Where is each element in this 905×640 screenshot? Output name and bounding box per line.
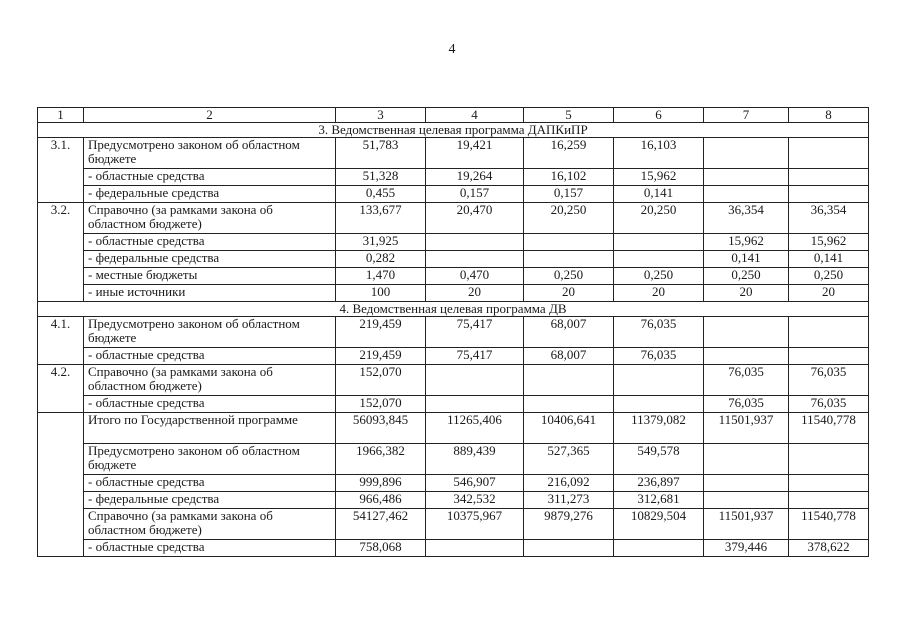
cell-value: 219,459 [336,348,426,365]
column-header: 3 [336,108,426,123]
cell-value: 31,925 [336,234,426,251]
cell-value [426,251,524,268]
cell-value: 152,070 [336,396,426,413]
cell-value: 546,907 [426,475,524,492]
cell-value [704,475,789,492]
cell-value: 10375,967 [426,509,524,540]
cell-value [614,251,704,268]
row-label: - областные средства [84,396,336,413]
cell-value: 0,141 [614,186,704,203]
row-label: Справочно (за рамками закона об областном бюджете) [84,509,336,540]
cell-value [524,396,614,413]
cell-value: 11501,937 [704,413,789,444]
cell-value: 0,141 [704,251,789,268]
cell-value [704,138,789,169]
cell-value: 219,459 [336,317,426,348]
cell-value: 11501,937 [704,509,789,540]
totals-row [38,540,869,557]
cell-value [789,444,869,475]
cell-value: 20 [524,285,614,302]
cell-value: 0,250 [789,268,869,285]
cell-value: 1966,382 [336,444,426,475]
row-number: 3.1. [38,138,84,203]
cell-value [789,138,869,169]
table-row [38,348,869,365]
cell-value: 16,103 [614,138,704,169]
header-row [38,108,869,123]
totals-row [38,413,869,444]
budget-table [37,107,869,557]
cell-value: 16,102 [524,169,614,186]
cell-value: 527,365 [524,444,614,475]
cell-value: 20,250 [524,203,614,234]
cell-value [789,186,869,203]
cell-value: 379,446 [704,540,789,557]
row-number: 4.1. [38,317,84,365]
cell-value: 68,007 [524,317,614,348]
cell-value: 76,035 [789,365,869,396]
table-row [38,138,869,169]
cell-value: 20 [789,285,869,302]
row-label: - федеральные средства [84,492,336,509]
row-label: - областные средства [84,169,336,186]
cell-value: 312,681 [614,492,704,509]
row-label: Предусмотрено законом об областном бюджете [84,444,336,475]
cell-value: 216,092 [524,475,614,492]
row-label: - федеральные средства [84,186,336,203]
cell-value [426,540,524,557]
cell-value: 236,897 [614,475,704,492]
cell-value [524,365,614,396]
cell-value [426,234,524,251]
column-header: 2 [84,108,336,123]
cell-value [704,186,789,203]
totals-row [38,475,869,492]
section-title-row [38,302,869,317]
cell-value: 0,157 [524,186,614,203]
cell-value [789,348,869,365]
cell-value: 76,035 [789,396,869,413]
cell-value: 999,896 [336,475,426,492]
cell-value: 1,470 [336,268,426,285]
cell-value [426,365,524,396]
cell-value: 0,250 [614,268,704,285]
section-title: 4. Ведомственная целевая программа ДВ [38,302,869,317]
cell-value [524,251,614,268]
cell-value: 54127,462 [336,509,426,540]
cell-value [614,396,704,413]
cell-value: 10829,504 [614,509,704,540]
row-label: - федеральные средства [84,251,336,268]
cell-value: 75,417 [426,317,524,348]
totals-row [38,492,869,509]
row-label: Предусмотрено законом об областном бюджете [84,138,336,169]
cell-value [524,234,614,251]
cell-value: 11540,778 [789,509,869,540]
column-header: 1 [38,108,84,123]
totals-row [38,444,869,475]
cell-value: 20,470 [426,203,524,234]
cell-value [704,169,789,186]
cell-value [789,317,869,348]
cell-value: 20 [614,285,704,302]
cell-value: 15,962 [614,169,704,186]
column-header: 4 [426,108,524,123]
section-title-row [38,123,869,138]
cell-value: 11540,778 [789,413,869,444]
cell-value: 19,421 [426,138,524,169]
cell-value [614,365,704,396]
column-header: 5 [524,108,614,123]
cell-value: 16,259 [524,138,614,169]
row-number: 3.2. [38,203,84,302]
cell-value [614,234,704,251]
section-title: 3. Ведомственная целевая программа ДАПКиПР [38,123,869,138]
cell-value: 100 [336,285,426,302]
table-row [38,186,869,203]
cell-value: 36,354 [789,203,869,234]
table-row [38,365,869,396]
cell-value: 11379,082 [614,413,704,444]
totals-row [38,509,869,540]
cell-value: 0,282 [336,251,426,268]
cell-value: 758,068 [336,540,426,557]
row-label: Итого по Государственной программе [84,413,336,444]
cell-value: 15,962 [789,234,869,251]
cell-value: 0,250 [524,268,614,285]
column-header: 8 [789,108,869,123]
cell-value [704,317,789,348]
cell-value [524,540,614,557]
cell-value: 378,622 [789,540,869,557]
cell-value: 76,035 [704,365,789,396]
cell-value [704,348,789,365]
column-header: 6 [614,108,704,123]
row-label: Справочно (за рамками закона об областном бюджете) [84,365,336,396]
cell-value: 152,070 [336,365,426,396]
cell-value: 966,486 [336,492,426,509]
page-number: 4 [448,42,456,57]
table-row [38,169,869,186]
cell-value: 311,273 [524,492,614,509]
cell-value: 76,035 [614,348,704,365]
cell-value: 75,417 [426,348,524,365]
row-label: - местные бюджеты [84,268,336,285]
row-number [38,413,84,557]
cell-value: 0,470 [426,268,524,285]
cell-value: 51,783 [336,138,426,169]
row-label: - областные средства [84,234,336,251]
table-row [38,317,869,348]
column-header: 7 [704,108,789,123]
cell-value: 76,035 [614,317,704,348]
cell-value: 15,962 [704,234,789,251]
cell-value: 0,455 [336,186,426,203]
cell-value: 68,007 [524,348,614,365]
cell-value: 342,532 [426,492,524,509]
table-row [38,396,869,413]
cell-value: 0,141 [789,251,869,268]
cell-value: 133,677 [336,203,426,234]
cell-value: 56093,845 [336,413,426,444]
cell-value: 20 [704,285,789,302]
cell-value: 0,157 [426,186,524,203]
cell-value: 51,328 [336,169,426,186]
table-row [38,285,869,302]
row-number: 4.2. [38,365,84,413]
row-label: - иные источники [84,285,336,302]
cell-value: 20,250 [614,203,704,234]
cell-value [789,475,869,492]
table-row [38,251,869,268]
table-row [38,203,869,234]
row-label: - областные средства [84,348,336,365]
cell-value [426,396,524,413]
cell-value: 549,578 [614,444,704,475]
row-label: - областные средства [84,475,336,492]
cell-value [789,169,869,186]
row-label: Предусмотрено законом об областном бюджете [84,317,336,348]
row-label: Справочно (за рамками закона об областном бюджете) [84,203,336,234]
cell-value: 889,439 [426,444,524,475]
cell-value: 10406,641 [524,413,614,444]
table-body [38,108,869,557]
cell-value: 76,035 [704,396,789,413]
table-row [38,234,869,251]
cell-value [704,444,789,475]
cell-value [704,492,789,509]
cell-value: 9879,276 [524,509,614,540]
table-row [38,268,869,285]
cell-value [789,492,869,509]
cell-value: 11265,406 [426,413,524,444]
row-label: - областные средства [84,540,336,557]
cell-value [614,540,704,557]
cell-value: 36,354 [704,203,789,234]
cell-value: 19,264 [426,169,524,186]
cell-value: 20 [426,285,524,302]
cell-value: 0,250 [704,268,789,285]
